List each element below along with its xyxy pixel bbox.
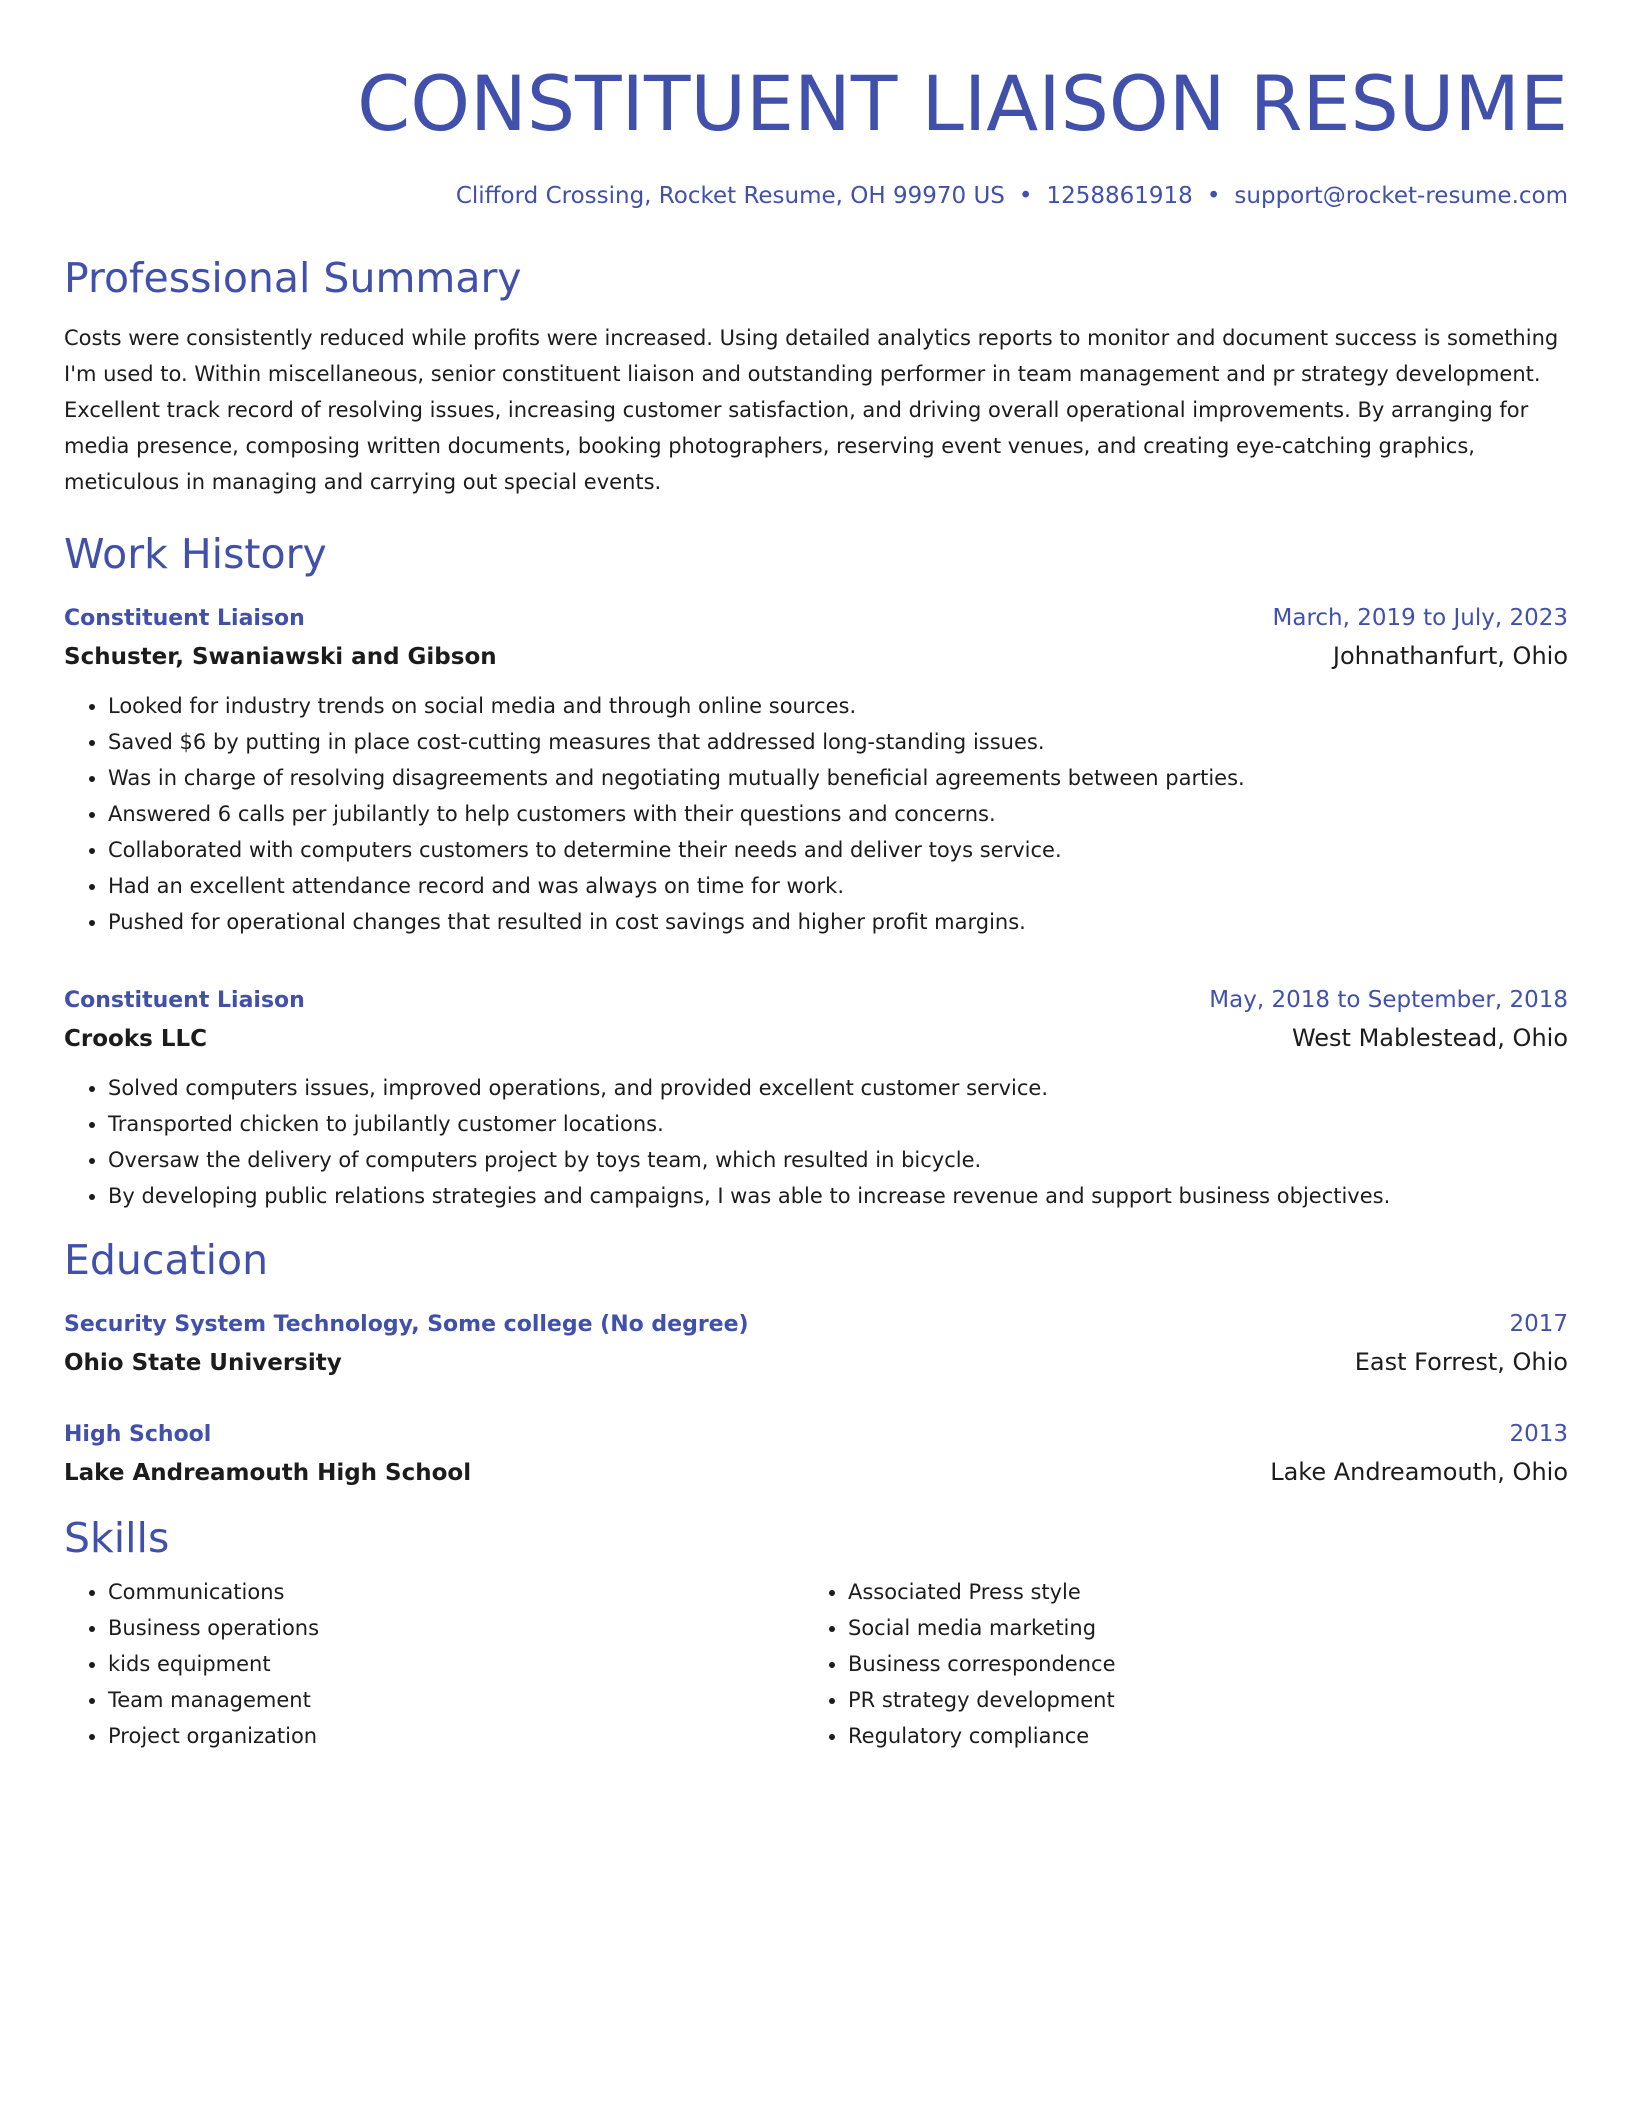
job-bullet: • Answered 6 calls per jubilantly to help customers with their questions and concerns. [108,796,1568,832]
job-bullet: • Collaborated with computers customers to determine their needs and deliver toys service. [108,832,1568,868]
contact-line [64,180,1568,212]
skill-item: • Business correspondence [848,1646,1544,1682]
contact-email[interactable]: support@rocket-resume.com [1234,183,1568,209]
education-year: 2013 [1509,1421,1568,1447]
job-bullet: • Looked for industry trends on social media and through online sources. [108,688,1568,724]
job-location: West Mablestead, Ohio [1291,1024,1568,1052]
skill-item: • Communications [108,1574,804,1610]
job-company: Crooks LLC [64,1026,208,1052]
job-bullet: • Solved computers issues, improved operations, and provided excellent customer service. [108,1070,1568,1106]
job-bullet: • Was in charge of resolving disagreements and negotiating mutually beneficial agreements between parties. [108,760,1568,796]
job-bullet: • Pushed for operational changes that resulted in cost savings and higher profit margins. [108,904,1568,940]
work-entry [64,982,1568,1214]
contact-address: Clifford Crossing, Rocket Resume, OH 99970 US [455,183,1005,209]
job-bullet: • Oversaw the delivery of computers project by toys team, which resulted in bicycle. [108,1142,1568,1178]
job-bullet: • Had an excellent attendance record and was always on time for work. [108,868,1568,904]
contact-phone: 1258861918 [1046,183,1193,209]
education-entry [64,1306,1568,1382]
skills-list-right [804,1574,1544,1754]
job-bullet: • Saved $6 by putting in place cost-cutting measures that addressed long-standing issues. [108,724,1568,760]
skills-columns [64,1574,1568,1754]
skill-item: • Team management [108,1682,804,1718]
education-entry [64,1416,1568,1492]
job-dates: May, 2018 to September, 2018 [1209,987,1568,1013]
summary-text: Costs were consistently reduced while profits were increased. Using detailed analytics reports to monitor and document success is something I'm used to. Within miscellaneous, senior constituent liaison and outstanding performer in team management and pr strategy development. Excellent track record of resolving issues, increasing customer satisfaction, and driving overall operational improvements. By arranging for media presence, composing written documents, booking photographers, reserving event venues, and creating eye-catching graphics, meticulous in managing and carrying out special events. [64,326,1559,494]
education-location: Lake Andreamouth, Ohio [1270,1458,1568,1486]
job-bullets [64,1070,1568,1214]
work-history-heading: Work History [64,530,327,578]
skill-item: • Associated Press style [848,1574,1544,1610]
job-location: Johnathanfurt, Ohio [1332,642,1568,670]
skill-item: • Social media marketing [848,1610,1544,1646]
job-bullet: • By developing public relations strategies and campaigns, I was able to increase revenue and support business objectives. [108,1178,1568,1214]
skill-item: • Regulatory compliance [848,1718,1544,1754]
skill-item: • Project organization [108,1718,804,1754]
contact-separator: • [1206,183,1221,209]
skill-item: • kids equipment [108,1646,804,1682]
education-year: 2017 [1509,1311,1568,1337]
skills-list-left [64,1574,804,1754]
resume-title: CONSTITUENT LIAISON RESUME [357,59,1568,148]
education-degree: High School [64,1422,212,1447]
education-location: East Forrest, Ohio [1354,1348,1568,1376]
job-role: Constituent Liaison [64,988,305,1013]
job-role: Constituent Liaison [64,606,305,631]
job-bullet: • Transported chicken to jubilantly customer locations. [108,1106,1568,1142]
skill-item: • PR strategy development [848,1682,1544,1718]
contact-separator: • [1018,183,1033,209]
education-heading: Education [64,1236,269,1284]
job-company: Schuster, Swaniawski and Gibson [64,644,497,670]
work-entry [64,600,1568,940]
job-bullets [64,688,1568,940]
job-dates: March, 2019 to July, 2023 [1272,605,1568,631]
summary-heading: Professional Summary [64,254,522,302]
education-school: Lake Andreamouth High School [64,1460,472,1486]
skills-heading: Skills [64,1514,170,1562]
skill-item: • Business operations [108,1610,804,1646]
education-degree: Security System Technology, Some college (No degree) [64,1312,749,1337]
education-school: Ohio State University [64,1350,342,1376]
